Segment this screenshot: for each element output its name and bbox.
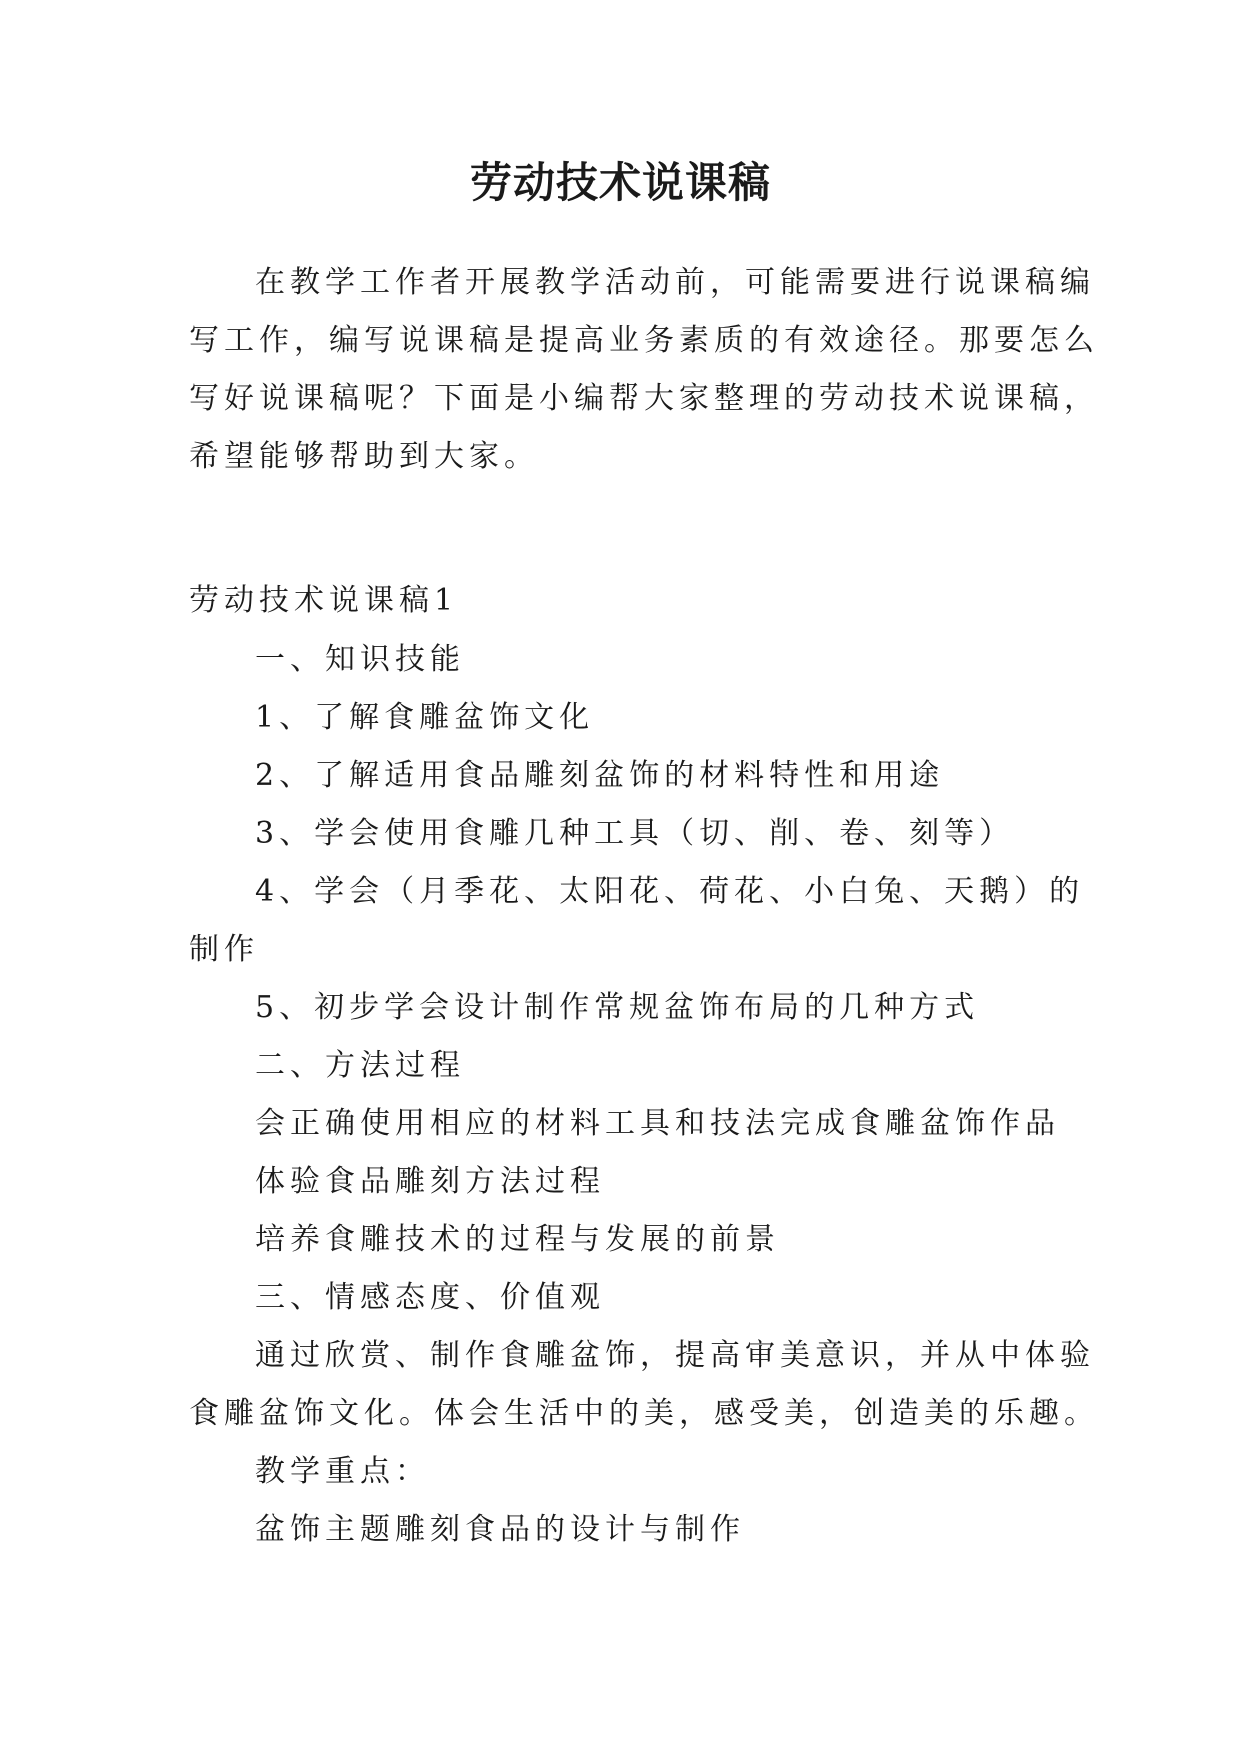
intro-line: 写工作，编写说课稿是提高业务素质的有效途径。那要怎么 [189, 323, 1099, 358]
body-line: 培养食雕技术的过程与发展的前景 [255, 1222, 780, 1257]
body-line: 一、知识技能 [255, 642, 465, 677]
body-line: 教学重点： [255, 1454, 430, 1489]
body-line: 5、初步学会设计制作常规盆饰布局的几种方式 [255, 990, 980, 1025]
body-line: 2、了解适用食品雕刻盆饰的材料特性和用途 [255, 758, 945, 793]
intro-line: 希望能够帮助到大家。 [189, 439, 539, 474]
body-line: 通过欣赏、制作食雕盆饰，提高审美意识，并从中体验 [255, 1338, 1095, 1373]
section-heading: 劳动技术说课稿1 [189, 583, 459, 618]
page-title: 劳动技术说课稿 [469, 158, 771, 207]
body-line: 三、情感态度、价值观 [255, 1280, 605, 1315]
intro-line: 在教学工作者开展教学活动前，可能需要进行说课稿编 [255, 265, 1095, 300]
body-line: 3、学会使用食雕几种工具（切、削、卷、刻等） [255, 816, 1015, 851]
body-line: 制作 [189, 932, 259, 967]
body-line: 二、方法过程 [255, 1048, 465, 1083]
body-line: 盆饰主题雕刻食品的设计与制作 [255, 1512, 745, 1547]
body-line: 4、学会（月季花、太阳花、荷花、小白兔、天鹅）的 [255, 874, 1085, 909]
body-line: 食雕盆饰文化。体会生活中的美，感受美，创造美的乐趣。 [189, 1396, 1099, 1431]
body-line: 会正确使用相应的材料工具和技法完成食雕盆饰作品 [255, 1106, 1060, 1141]
intro-line: 写好说课稿呢？下面是小编帮大家整理的劳动技术说课稿， [189, 381, 1099, 416]
body-line: 1、了解食雕盆饰文化 [255, 700, 595, 735]
body-line: 体验食品雕刻方法过程 [255, 1164, 605, 1199]
